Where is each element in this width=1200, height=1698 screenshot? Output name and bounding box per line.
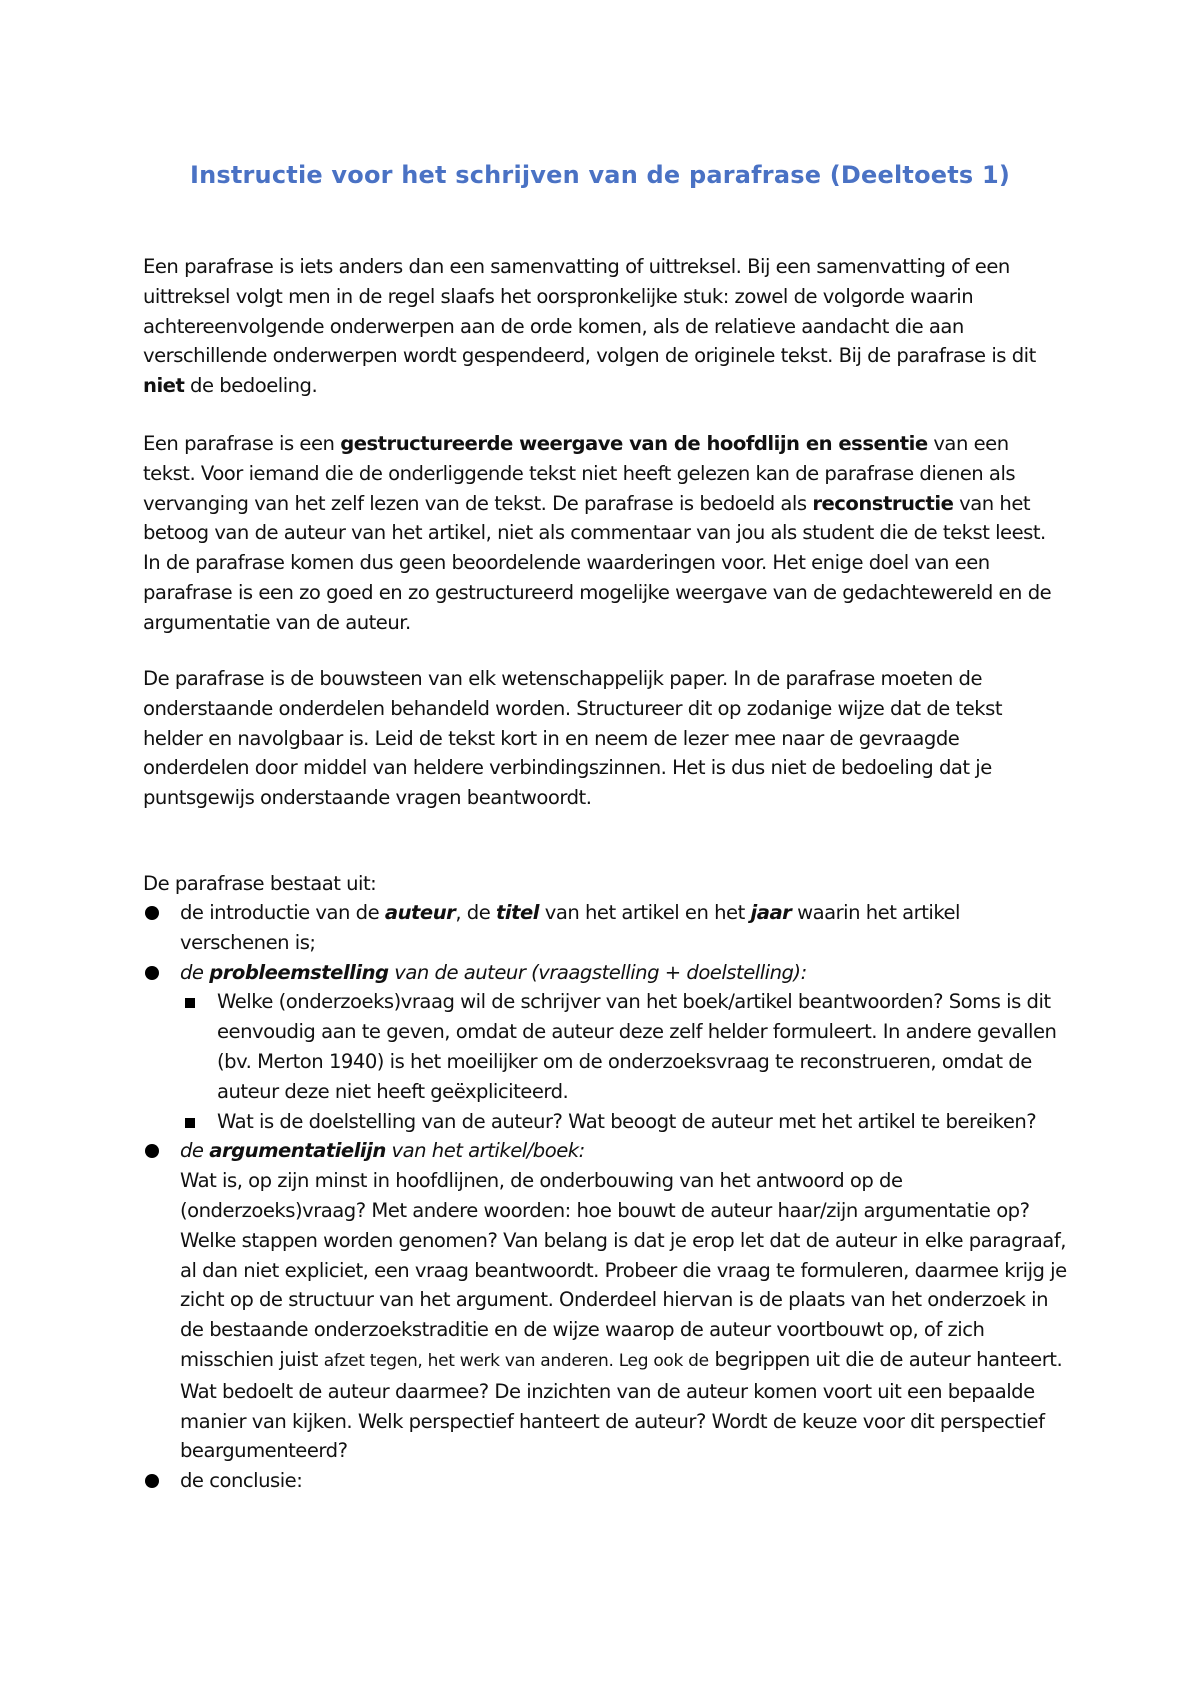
list-item-introductie: de introductie van de auteur, de titel van het artikel en het jaar waarin het artikel verschenen is; (143, 898, 1070, 958)
probleemstelling-sublist (180, 987, 1070, 1136)
bullet-square-icon (185, 1118, 195, 1128)
list-item-probleemstelling: de probleemstelling van de auteur (vraagstelling + doelstelling): Welke (onderzoeks)vraag wil de schrijver van het boek/artikel beantwoorden? Soms is dit eenvoudig aan te geven, omdat de auteur deze zelf helder formuleert. In andere gevallen (bv. Merton 1940) is het moeilijker om de onderzoeksvraag te reconstrueren, omdat de auteur deze niet heeft geëxpliciteerd. Wat is de doelstelling van de auteur? Wat beoogt de auteur met het artikel te bereiken? (143, 958, 1070, 1137)
emphasis-reconstructie: reconstructie (812, 491, 954, 515)
page-title: Instructie voor het schrijven van de parafrase (Deeltoets 1) (189, 161, 1011, 189)
bullet-dot-icon (145, 1474, 159, 1488)
emphasis-structured-summary: gestructureerde weergave van de hoofdlijn en essentie (340, 432, 928, 455)
paragraph-building-block: De parafrase is de bouwsteen van elk wetenschappelijk paper. In de parafrase moeten de onderstaande onderdelen behandeld worden. Structureer dit op zodanige wijze dat de tekst helder en navolgbaar is. Leid de tekst kort in en neem de lezer mee naar de gevraagde onderdelen door middel van heldere verbindingszinnen. Het is dus niet de bedoeling dat je puntsgewijs onderstaande vragen beantwoordt. (143, 667, 1003, 810)
list-intro: De parafrase bestaat uit: (143, 872, 377, 895)
components-list (143, 898, 1070, 1496)
paragraph-purpose: Een parafrase is een gestructureerde weergave van de hoofdlijn en essentie van een tekst. Voor iemand die de onderliggende tekst niet heeft gelezen kan de parafrase dienen als vervanging van het zelf lezen van de tekst. De parafrase is bedoeld als reconstructie van het betoog van de auteur van het artikel, niet als commentaar van jou als student die de tekst leest. In de parafrase komen dus geen beoordelende waarderingen voor. Het enige doel van een parafrase is een zo goed en zo gestructureerd mogelijke weergave van de gedachtewereld en de argumentatie van de auteur. (143, 432, 1052, 634)
emphasis-niet: niet (143, 374, 185, 398)
bullet-dot-icon (145, 1144, 159, 1158)
paragraph-definition: Een parafrase is iets anders dan een samenvatting of uittreksel. Bij een samenvatting of een uittreksel volgt men in de regel slaafs het oorspronkelijke stuk: zowel de volgorde waarin achtereenvolgende onderwerpen aan de orde komen, als de relatieve aandacht die aan verschillende onderwerpen wordt gespendeerd, volgen de originele tekst. Bij de parafrase is dit niet de bedoeling. (143, 255, 1036, 398)
sub-item-onderzoeksvraag: Welke (onderzoeks)vraag wil de schrijver van het boek/artikel beantwoorden? Soms is dit eenvoudig aan te geven, omdat de auteur deze zelf helder formuleert. In andere gevallen (bv. Merton 1940) is het moeilijker om de onderzoeksvraag te reconstrueren, omdat de auteur deze niet heeft geëxpliciteerd. (180, 987, 1070, 1106)
list-item-argumentatielijn: de argumentatielijn van het artikel/boek: Wat is, op zijn minst in hoofdlijnen, de onderbouwing van het antwoord op de (onderzoeks)vraag? Met andere woorden: hoe bouwt de auteur haar/zijn argumentatie op? Welke stappen worden genomen? Van belang is dat je erop let dat de auteur in elke paragraaf, al dan niet expliciet, een vraag beantwoordt. Probeer die vraag te formuleren, daarmee krijg je zicht op de structuur van het argument. Onderdeel hiervan is de plaats van het onderzoek in de bestaande onderzoekstraditie en de wijze waarop de auteur voortbouwt op, of zich misschien juist afzet tegen, het werk van anderen. Leg ook de begrippen uit die de auteur hanteert. Wat bedoelt de auteur daarmee? De inzichten van de auteur komen voort uit een bepaalde manier van kijken. Welk perspectief hanteert de auteur? Wordt de keuze voor dit perspectief beargumenteerd? (143, 1136, 1070, 1466)
list-item-conclusie: de conclusie: (143, 1466, 1070, 1496)
bullet-dot-icon (145, 966, 159, 980)
sub-item-doelstelling: Wat is de doelstelling van de auteur? Wat beoogt de auteur met het artikel te bereiken? (180, 1107, 1070, 1137)
bullet-dot-icon (145, 906, 159, 920)
bullet-square-icon (185, 998, 195, 1008)
